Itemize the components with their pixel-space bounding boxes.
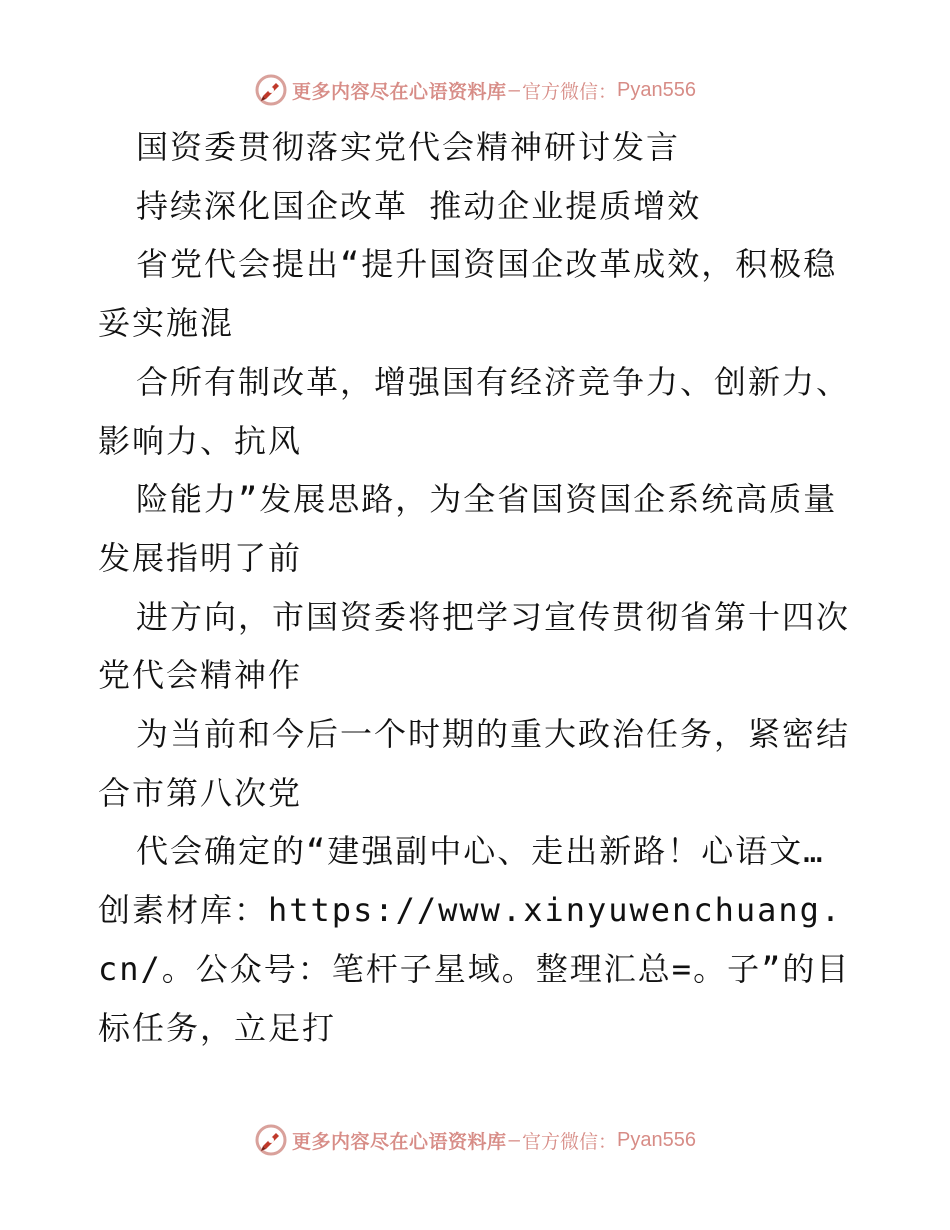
- footer-watermark: [0, 1120, 950, 1160]
- doc-title: 国资委贯彻落实党代会精神研讨发言: [136, 128, 681, 166]
- doc-paragraph: 代会确定的“建强副中心、走出新路！心语文…创素材库：https://www.xinyuwenchuang.cn/。公众号：笔杆子星域。整理汇总=。子”的目标任务，立足打: [98, 832, 851, 1047]
- pen-logo-icon: [254, 1123, 288, 1157]
- doc-subtitle: 持续深化国企改革 推动企业提质增效: [136, 186, 702, 225]
- footer-brand-text: 更多内容尽在心语资料库: [292, 1130, 507, 1153]
- doc-paragraph: 合所有制改革，增强国有经济竞争力、创新力、影响力、抗风: [98, 362, 851, 460]
- footer-official-label: 官方微信：: [521, 1130, 617, 1153]
- doc-paragraph: 险能力”发展思路，为全省国资国企系统高质量发展指明了前: [98, 480, 838, 577]
- footer-wechat-id: Pyan556: [617, 1128, 696, 1151]
- header-official-label: 官方微信：: [521, 80, 617, 103]
- header-brand-text: 更多内容尽在心语资料库: [292, 80, 507, 103]
- pen-logo-icon: [254, 73, 288, 107]
- footer-dash: —: [508, 1129, 520, 1151]
- header-wechat-id: Pyan556: [617, 78, 696, 101]
- doc-paragraph: 为当前和今后一个时期的重大政治任务，紧密结合市第八次党: [98, 715, 851, 812]
- doc-paragraph: 省党代会提出“提升国资国企改革成效，积极稳妥实施混: [98, 245, 838, 343]
- doc-paragraph: 进方向，市国资委将把学习宣传贯彻省第十四次党代会精神作: [98, 597, 851, 695]
- document-body: [98, 118, 858, 1057]
- header-watermark: [0, 70, 950, 110]
- header-dash: —: [508, 79, 520, 101]
